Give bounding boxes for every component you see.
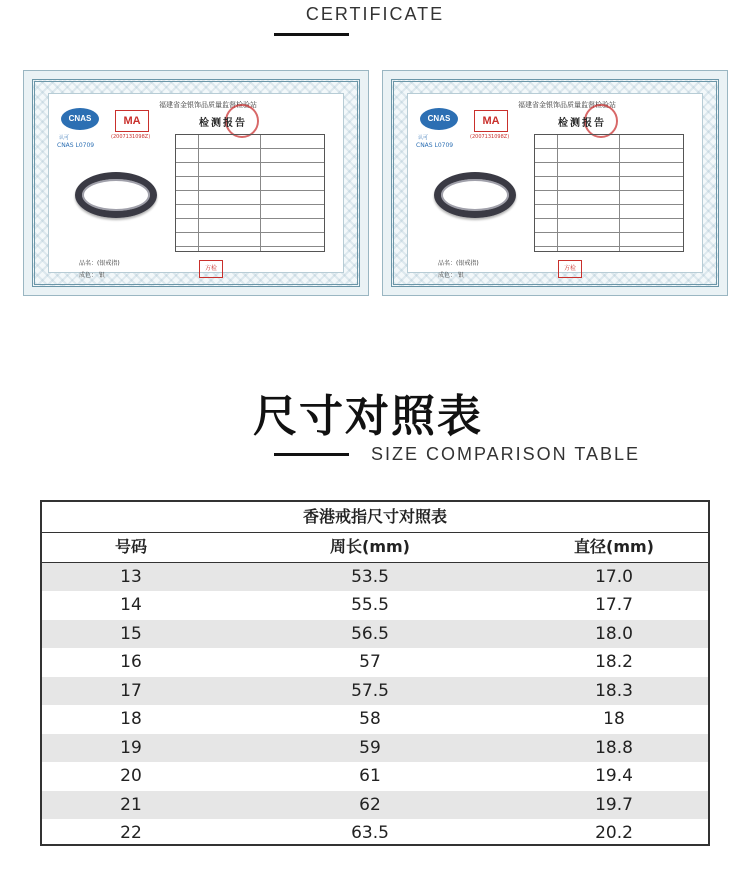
cell-circumference: 53.5 — [351, 566, 389, 587]
cnas-logo: CNAS — [420, 108, 458, 130]
product-color-line: 成色： 银 — [79, 272, 105, 279]
certificate-underline — [274, 33, 349, 36]
cell-circumference: 57.5 — [351, 680, 389, 701]
table-row — [42, 705, 708, 734]
table-row — [42, 677, 708, 706]
column-header-diameter: 直径(mm) — [574, 537, 654, 556]
cell-circumference: 59 — [359, 737, 381, 758]
product-name-line: 品名：(银戒指) — [438, 260, 479, 267]
cell-size: 13 — [120, 566, 142, 587]
table-row — [42, 762, 708, 791]
cell-circumference: 58 — [359, 709, 381, 729]
cnas-code: CNAS L0709 — [57, 142, 95, 149]
cell-size: 17 — [120, 680, 142, 701]
cell-size: 14 — [120, 595, 142, 615]
cell-size: 20 — [120, 766, 142, 786]
cnas-logo: CNAS — [61, 108, 99, 130]
table-row — [42, 648, 708, 677]
cnas-sub-label: 认可 — [418, 135, 429, 141]
cell-diameter: 19.7 — [595, 794, 633, 815]
size-title-en: SIZE COMPARISON TABLE — [371, 444, 641, 464]
cell-diameter: 18.3 — [595, 680, 633, 701]
cell-diameter: 18.0 — [595, 623, 633, 644]
ma-code: (2007131098Z) — [470, 134, 510, 140]
table-header-row — [42, 533, 708, 563]
cell-size: 21 — [120, 794, 142, 815]
cell-size: 16 — [120, 652, 142, 672]
size-table — [40, 500, 710, 846]
cnas-sub-label: 认可 — [59, 135, 70, 141]
cell-size: 19 — [120, 737, 142, 758]
table-row — [42, 620, 708, 649]
table-row — [42, 563, 708, 592]
cell-circumference: 63.5 — [351, 823, 389, 843]
column-header-size: 号码 — [114, 537, 147, 556]
table-row — [42, 591, 708, 620]
column-header-circumference: 周长(mm) — [330, 537, 410, 556]
table-row — [42, 819, 708, 848]
cell-diameter: 17.7 — [595, 595, 633, 615]
cell-circumference: 57 — [359, 652, 381, 672]
certificate-image-1 — [23, 70, 369, 296]
certificate-title: 福建省金银饰品质量监督检验站 — [518, 101, 616, 109]
table-row — [42, 734, 708, 763]
certificate-image-2 — [382, 70, 728, 296]
certificate-title: 福建省金银饰品质量监督检验站 — [159, 101, 257, 109]
inspection-stamp: 方检 — [199, 260, 223, 278]
ma-logo: MA — [115, 110, 149, 132]
product-name-line: 品名：(银戒指) — [79, 260, 120, 267]
cell-diameter: 18.8 — [595, 737, 633, 758]
cell-diameter: 18 — [603, 709, 625, 729]
inspection-stamp: 方检 — [558, 260, 582, 278]
cell-size: 22 — [120, 823, 142, 843]
table-caption: 香港戒指尺寸对照表 — [42, 502, 708, 533]
report-form-table — [175, 134, 325, 252]
cell-circumference: 55.5 — [351, 595, 389, 615]
report-form-table — [534, 134, 684, 252]
cell-diameter: 17.0 — [595, 566, 633, 587]
cnas-code: CNAS L0709 — [416, 142, 454, 149]
certificate-heading: CERTIFICATE — [305, 4, 445, 24]
table-body — [42, 563, 708, 848]
ring-photo — [434, 172, 516, 218]
cell-size: 18 — [120, 709, 142, 729]
ring-photo — [75, 172, 157, 218]
cell-circumference: 56.5 — [351, 623, 389, 644]
cell-circumference: 62 — [359, 794, 381, 815]
size-title-underline — [274, 453, 349, 456]
certificate-body — [48, 93, 344, 279]
cell-diameter: 18.2 — [595, 652, 633, 672]
certificate-subtitle: 检测报告 — [199, 118, 247, 129]
product-color-line: 成色： 银 — [438, 272, 464, 279]
ma-code: (2007131098Z) — [111, 134, 151, 140]
table-row — [42, 791, 708, 820]
ma-logo: MA — [474, 110, 508, 132]
cell-diameter: 20.2 — [595, 823, 633, 843]
certificate-subtitle: 检测报告 — [558, 118, 606, 129]
cell-circumference: 61 — [359, 766, 381, 786]
cell-diameter: 19.4 — [595, 766, 633, 786]
cell-size: 15 — [120, 623, 142, 644]
certificate-body — [407, 93, 703, 279]
size-title-cn: 尺寸对照表 — [253, 391, 483, 442]
